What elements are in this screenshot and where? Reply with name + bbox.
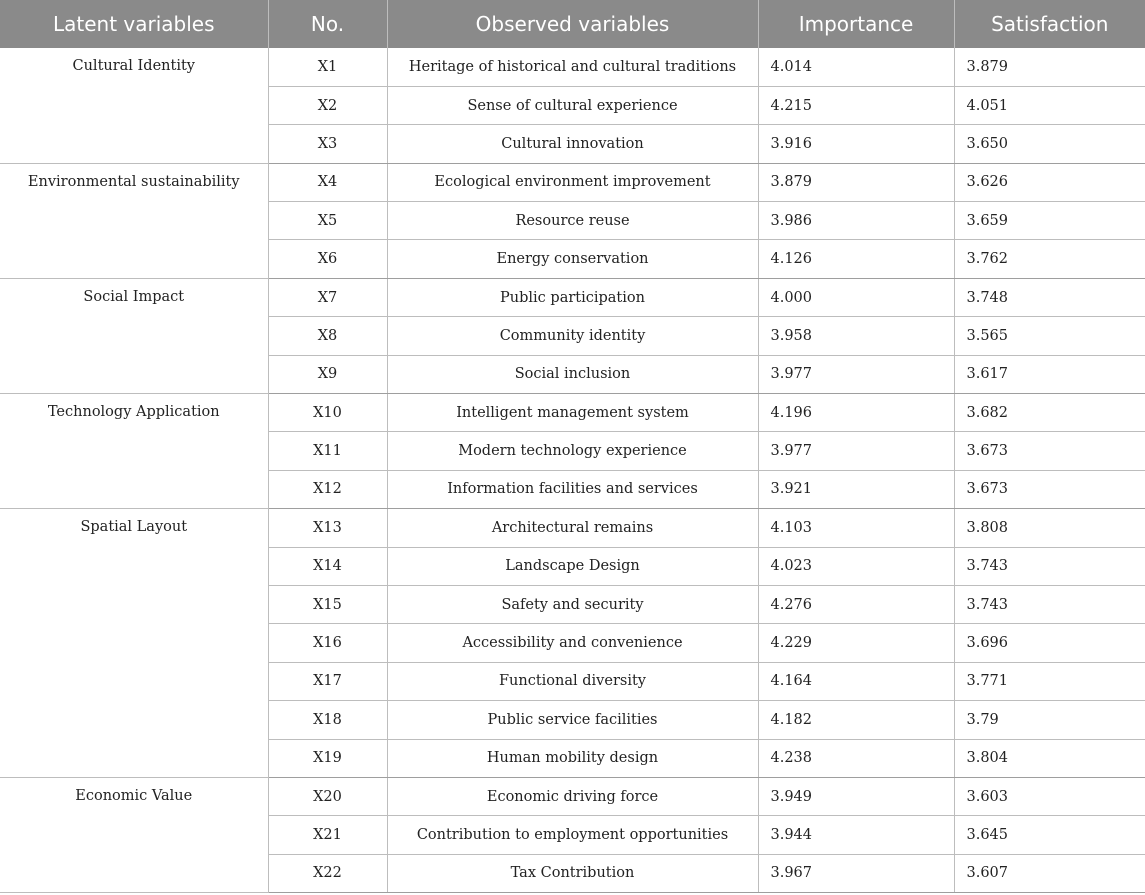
latent-variable-cell: Cultural Identity — [0, 48, 268, 163]
importance-cell: 3.879 — [758, 163, 954, 201]
satisfaction-cell: 3.607 — [954, 854, 1145, 892]
table-row — [0, 394, 1145, 432]
observed-variable-cell: Human mobility design — [387, 739, 758, 777]
header-latent-variables: Latent variables — [0, 0, 268, 48]
observed-variable-cell: Intelligent management system — [387, 394, 758, 432]
satisfaction-cell: 3.645 — [954, 816, 1145, 854]
satisfaction-cell: 3.79 — [954, 701, 1145, 739]
observed-variable-cell: Contribution to employment opportunities — [387, 816, 758, 854]
header-satisfaction: Satisfaction — [954, 0, 1145, 48]
satisfaction-cell: 3.682 — [954, 394, 1145, 432]
importance-cell: 4.126 — [758, 240, 954, 278]
row-number-cell: X13 — [268, 509, 387, 547]
header-row — [0, 0, 1145, 48]
importance-cell: 3.977 — [758, 355, 954, 393]
satisfaction-cell: 3.673 — [954, 432, 1145, 470]
row-number-cell: X15 — [268, 585, 387, 623]
row-number-cell: X14 — [268, 547, 387, 585]
row-number-cell: X6 — [268, 240, 387, 278]
importance-cell: 4.164 — [758, 662, 954, 700]
satisfaction-cell: 4.051 — [954, 86, 1145, 124]
importance-cell: 3.977 — [758, 432, 954, 470]
satisfaction-cell: 3.696 — [954, 624, 1145, 662]
importance-cell: 3.967 — [758, 854, 954, 892]
observed-variable-cell: Community identity — [387, 317, 758, 355]
row-number-cell: X1 — [268, 48, 387, 86]
importance-cell: 4.014 — [758, 48, 954, 86]
importance-cell: 4.023 — [758, 547, 954, 585]
row-number-cell: X19 — [268, 739, 387, 777]
observed-variable-cell: Landscape Design — [387, 547, 758, 585]
importance-cell: 3.958 — [758, 317, 954, 355]
row-number-cell: X12 — [268, 470, 387, 508]
row-number-cell: X8 — [268, 317, 387, 355]
observed-variable-cell: Safety and security — [387, 585, 758, 623]
row-number-cell: X21 — [268, 816, 387, 854]
observed-variable-cell: Modern technology experience — [387, 432, 758, 470]
satisfaction-cell: 3.743 — [954, 585, 1145, 623]
satisfaction-cell: 3.617 — [954, 355, 1145, 393]
header-importance: Importance — [758, 0, 954, 48]
observed-variable-cell: Tax Contribution — [387, 854, 758, 892]
satisfaction-cell: 3.659 — [954, 202, 1145, 240]
satisfaction-cell: 3.804 — [954, 739, 1145, 777]
observed-variable-cell: Resource reuse — [387, 202, 758, 240]
row-number-cell: X18 — [268, 701, 387, 739]
importance-cell: 4.215 — [758, 86, 954, 124]
latent-variable-cell: Social Impact — [0, 278, 268, 393]
importance-cell: 3.986 — [758, 202, 954, 240]
observed-variable-cell: Energy conservation — [387, 240, 758, 278]
table-row — [0, 777, 1145, 815]
importance-cell: 4.103 — [758, 509, 954, 547]
table-header — [0, 0, 1145, 48]
satisfaction-cell: 3.626 — [954, 163, 1145, 201]
importance-cell: 4.196 — [758, 394, 954, 432]
satisfaction-cell: 3.771 — [954, 662, 1145, 700]
importance-cell: 4.229 — [758, 624, 954, 662]
observed-variable-cell: Ecological environment improvement — [387, 163, 758, 201]
row-number-cell: X10 — [268, 394, 387, 432]
observed-variable-cell: Heritage of historical and cultural traditions — [387, 48, 758, 86]
row-number-cell: X7 — [268, 278, 387, 316]
satisfaction-cell: 3.762 — [954, 240, 1145, 278]
observed-variable-cell: Accessibility and convenience — [387, 624, 758, 662]
observed-variable-cell: Functional diversity — [387, 662, 758, 700]
observed-variable-cell: Public participation — [387, 278, 758, 316]
row-number-cell: X3 — [268, 125, 387, 163]
importance-cell: 4.276 — [758, 585, 954, 623]
table-row — [0, 509, 1145, 547]
table-row — [0, 163, 1145, 201]
observed-variable-cell: Information facilities and services — [387, 470, 758, 508]
latent-variable-cell: Spatial Layout — [0, 509, 268, 778]
importance-cell: 4.182 — [758, 701, 954, 739]
row-number-cell: X4 — [268, 163, 387, 201]
row-number-cell: X9 — [268, 355, 387, 393]
satisfaction-cell: 3.808 — [954, 509, 1145, 547]
table-body — [0, 48, 1145, 893]
observed-variable-cell: Sense of cultural experience — [387, 86, 758, 124]
importance-cell: 3.944 — [758, 816, 954, 854]
importance-cell: 4.238 — [758, 739, 954, 777]
satisfaction-cell: 3.879 — [954, 48, 1145, 86]
satisfaction-cell: 3.673 — [954, 470, 1145, 508]
observed-variable-cell: Cultural innovation — [387, 125, 758, 163]
importance-cell: 3.921 — [758, 470, 954, 508]
row-number-cell: X22 — [268, 854, 387, 892]
table-row — [0, 48, 1145, 86]
row-number-cell: X5 — [268, 202, 387, 240]
latent-variable-cell: Environmental sustainability — [0, 163, 268, 278]
satisfaction-cell: 3.603 — [954, 777, 1145, 815]
row-number-cell: X2 — [268, 86, 387, 124]
row-number-cell: X20 — [268, 777, 387, 815]
satisfaction-cell: 3.743 — [954, 547, 1145, 585]
header-observed-variables: Observed variables — [387, 0, 758, 48]
observed-variable-cell: Social inclusion — [387, 355, 758, 393]
latent-variable-cell: Economic Value — [0, 777, 268, 892]
satisfaction-cell: 3.565 — [954, 317, 1145, 355]
latent-variable-cell: Technology Application — [0, 394, 268, 509]
satisfaction-cell: 3.650 — [954, 125, 1145, 163]
row-number-cell: X16 — [268, 624, 387, 662]
header-no: No. — [268, 0, 387, 48]
observed-variable-cell: Public service facilities — [387, 701, 758, 739]
satisfaction-cell: 3.748 — [954, 278, 1145, 316]
row-number-cell: X17 — [268, 662, 387, 700]
importance-cell: 3.949 — [758, 777, 954, 815]
observed-variable-cell: Economic driving force — [387, 777, 758, 815]
table-row — [0, 278, 1145, 316]
observed-variable-cell: Architectural remains — [387, 509, 758, 547]
importance-cell: 3.916 — [758, 125, 954, 163]
row-number-cell: X11 — [268, 432, 387, 470]
importance-cell: 4.000 — [758, 278, 954, 316]
